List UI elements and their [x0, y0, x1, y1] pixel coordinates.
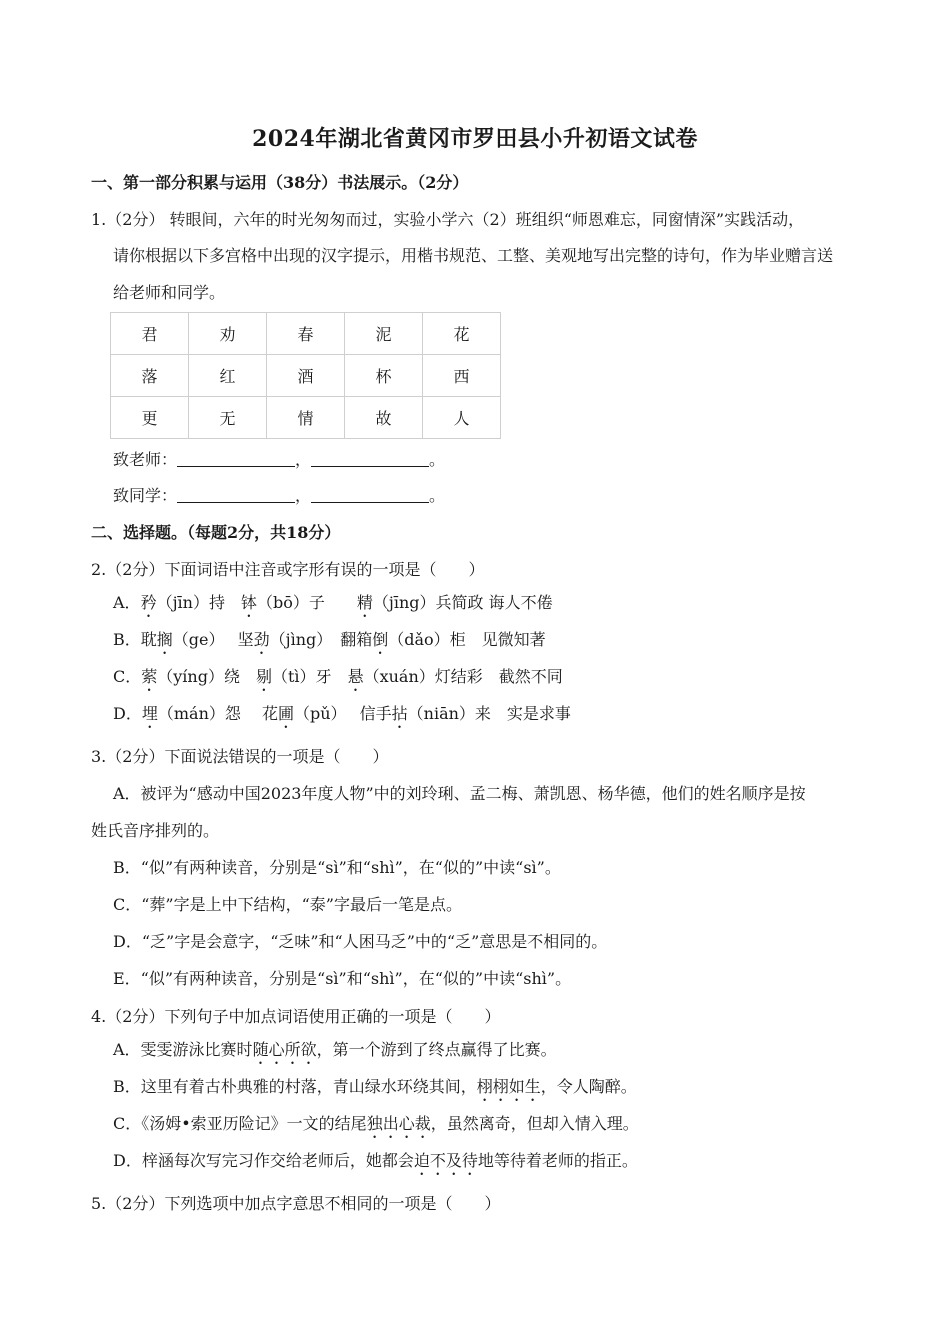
answer-blank[interactable] [311, 486, 429, 503]
dotted-char: 倒 [372, 630, 389, 649]
option-text: ，令人陶醉。 [540, 1077, 637, 1096]
q5-stem: 5.（2分）下列选项中加点字意思不相同的一项是（ ） [91, 1194, 501, 1213]
grid-cell: 西 [423, 355, 501, 397]
q1-line2: 请你根据以下多宫格中出现的汉字提示，用楷书规范、工整、美观地写出完整的诗句，作为毕业赠言送 [113, 246, 834, 265]
grid-cell: 春 [267, 313, 345, 355]
grid-cell: 酒 [267, 355, 345, 397]
q1-line1: 1.（2分） 转眼间，六年的时光匆匆而过，实验小学六（2）班组织“师恩难忘，同窗情深”实践活动， [91, 210, 805, 229]
q4-stem: 4.（2分）下列句子中加点词语使用正确的一项是（ ） [91, 1007, 501, 1026]
grid-cell: 红 [189, 355, 267, 397]
q3-option-b[interactable]: B．“似”有两种读音，分别是“sì”和“shì”，在“似的”中读“sì”。 [113, 858, 561, 877]
grid-cell: 无 [189, 397, 267, 439]
option-text: ，虽然离奇，但却入情入理。 [430, 1114, 639, 1133]
dotted-char: 剔 [255, 667, 272, 686]
option-text: （jīn）持 [156, 593, 241, 612]
section1-heading: 一、第一部分积累与运用（38分）书法展示。（2分） [91, 173, 469, 192]
q4-option-c[interactable] [113, 1113, 639, 1142]
q4-option-a[interactable] [113, 1039, 557, 1068]
option-text: （jīng）兵简政 诲人不倦 [372, 593, 553, 612]
q3-option-a[interactable]: A．被评为“感动中国2023年度人物”中的刘玲琍、孟二梅、萧凯恩、杨华德，他们的姓名顺序是按 [113, 784, 806, 803]
option-text: （mán）怨 花 [157, 704, 278, 723]
q1-line3: 给老师和同学。 [113, 283, 226, 302]
grid-cell: 杯 [345, 355, 423, 397]
option-text: （bō）子 [256, 593, 357, 612]
q2-option-a[interactable] [113, 592, 553, 621]
section2-heading: 二、选择题。（每题2分，共18分） [91, 523, 341, 542]
option-text: （ge） 坚 [172, 630, 254, 649]
q2-option-c[interactable] [113, 666, 563, 695]
q2-option-b[interactable] [113, 629, 546, 658]
q4-option-d[interactable] [113, 1150, 638, 1179]
option-text: （xuán）灯结彩 截然不同 [363, 667, 563, 686]
option-text: C． [113, 667, 142, 686]
grid-cell: 情 [267, 397, 345, 439]
option-text: ，第一个游到了终点赢得了比赛。 [316, 1040, 557, 1059]
dotted-phrase: 随心所欲 [252, 1040, 317, 1059]
option-text: A．雯雯游泳比赛时 [113, 1040, 253, 1059]
dotted-char: 圃 [277, 704, 294, 723]
grid-cell: 泥 [345, 313, 423, 355]
dotted-char: 精 [356, 593, 373, 612]
dotted-char: 埋 [141, 704, 158, 723]
dotted-char: 拈 [391, 704, 408, 723]
period: 。 [429, 486, 446, 505]
character-grid [110, 312, 501, 439]
teacher-label: 致老师： [113, 450, 178, 469]
q2-option-d[interactable] [113, 703, 571, 732]
comma: ， [295, 450, 312, 469]
grid-row [111, 355, 501, 397]
q4-option-b[interactable] [113, 1076, 637, 1105]
dotted-char: 搁 [156, 630, 173, 649]
option-text: D．梓涵每次写完习作交给老师后，她都会 [113, 1151, 414, 1170]
answer-blank[interactable] [177, 450, 295, 467]
option-text: 地等待着老师的指正。 [477, 1151, 638, 1170]
option-text: B．耽 [113, 630, 157, 649]
option-text: （jìng） 翻箱 [269, 630, 373, 649]
grid-row [111, 313, 501, 355]
grid-cell: 落 [111, 355, 189, 397]
q2-stem: 2.（2分）下面词语中注音或字形有误的一项是（ ） [91, 560, 485, 579]
q3-stem: 3.（2分）下面说法错误的一项是（ ） [91, 747, 389, 766]
grid-cell: 故 [345, 397, 423, 439]
answer-blank[interactable] [177, 486, 295, 503]
grid-cell: 人 [423, 397, 501, 439]
grid-row [111, 397, 501, 439]
option-text: B．这里有着古朴典雅的村落，青山绿水环绕其间， [113, 1077, 477, 1096]
q3-option-e[interactable]: E．“似”有两种读音，分别是“sì”和“shì”，在“似的”中读“shì”。 [113, 969, 572, 988]
grid-cell: 花 [423, 313, 501, 355]
option-text: （yíng）绕 [157, 667, 256, 686]
grid-cell: 更 [111, 397, 189, 439]
dotted-phrase: 独出心裁 [366, 1114, 431, 1133]
q3-option-c[interactable]: C．“葬”字是上中下结构，“泰”字最后一笔是点。 [113, 895, 462, 914]
option-text: C．《汤姆•索亚历险记》一文的结尾 [113, 1114, 367, 1133]
dotted-char: 钵 [240, 593, 257, 612]
dotted-char: 劲 [253, 630, 270, 649]
q3-option-a-cont: 姓氏音序排列的。 [91, 821, 220, 840]
option-text: （dǎo）柜 见微知著 [388, 630, 546, 649]
exam-title: 2024年湖北省黄冈市罗田县小升初语文试卷 [252, 126, 698, 152]
classmate-label: 致同学： [113, 486, 178, 505]
answer-blank[interactable] [311, 450, 429, 467]
grid-cell: 劝 [189, 313, 267, 355]
classmate-answer-line [113, 485, 445, 507]
comma: ， [295, 486, 312, 505]
grid-cell: 君 [111, 313, 189, 355]
dotted-phrase: 栩栩如生 [476, 1077, 541, 1096]
dotted-phrase: 迫不及待 [413, 1151, 478, 1170]
period: 。 [429, 450, 446, 469]
option-text: （tì）牙 [272, 667, 348, 686]
dotted-char: 矜 [140, 593, 157, 612]
q3-option-d[interactable]: D．“乏”字是会意字，“乏味”和“人困马乏”中的“乏”意思是不相同的。 [113, 932, 608, 951]
option-text: （niān）来 实是求事 [407, 704, 571, 723]
option-text: A． [113, 593, 141, 612]
teacher-answer-line [113, 449, 445, 471]
option-text: （pǔ） 信手 [293, 704, 392, 723]
option-text: D． [113, 704, 142, 723]
dotted-char: 悬 [347, 667, 364, 686]
dotted-char: 萦 [141, 667, 158, 686]
